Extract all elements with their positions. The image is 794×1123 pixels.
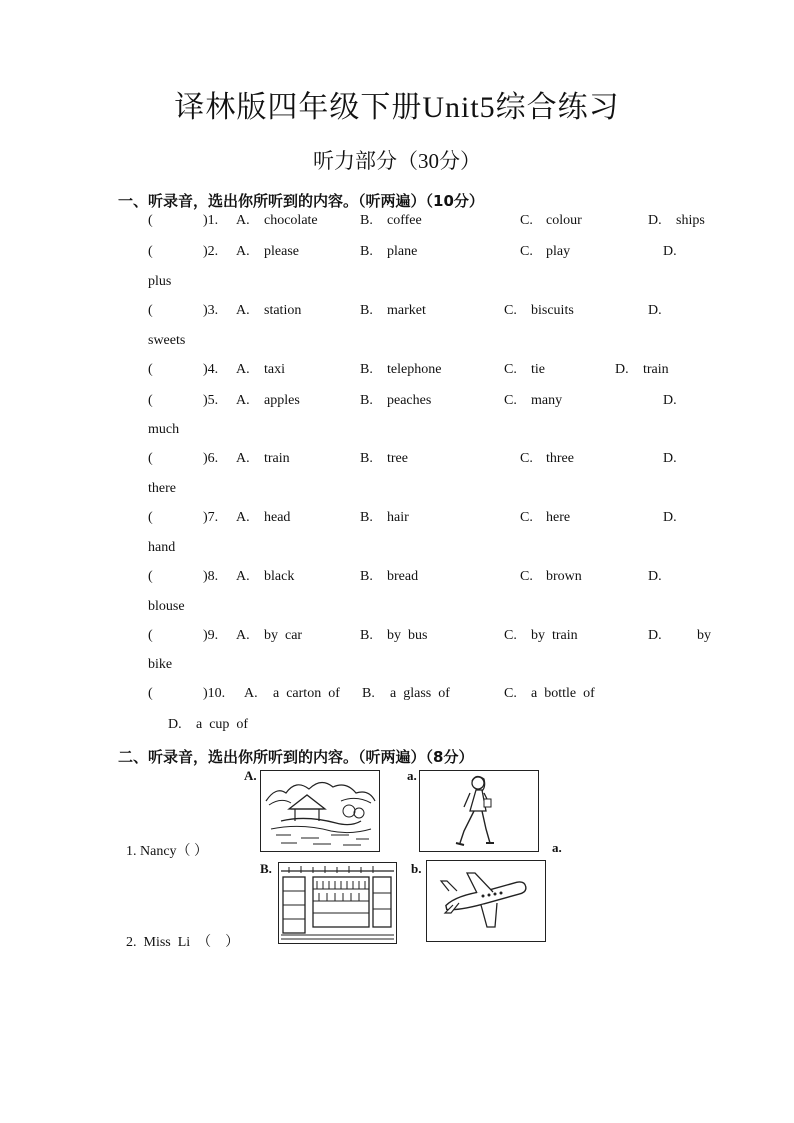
option-c-text: play: [546, 244, 571, 259]
option-c-letter: C.: [520, 451, 533, 466]
option-d-letter: D.: [168, 717, 182, 732]
option-a-text: a carton of: [273, 686, 340, 701]
option-b-letter: B.: [360, 628, 373, 643]
option-b-text: by bus: [387, 628, 428, 643]
option-b-letter: B.: [360, 451, 373, 466]
option-d-letter: D.: [648, 569, 662, 584]
option-a-text: station: [264, 303, 302, 318]
question-number: )10.: [203, 686, 226, 701]
option-a-text: chocolate: [264, 213, 318, 228]
picture-label-B: B.: [260, 861, 272, 876]
option-d-letter: D.: [648, 213, 662, 228]
page-title: 译林版四年级下册Unit5综合练习: [174, 91, 620, 124]
option-d-letter: D.: [663, 393, 677, 408]
option-a-letter: A.: [236, 393, 250, 408]
option-c-text: here: [546, 510, 571, 525]
option-d-text: hand: [148, 540, 176, 555]
option-b-letter: B.: [360, 510, 373, 525]
question-number: )8.: [203, 569, 219, 584]
option-c-text: brown: [546, 569, 582, 584]
question-number: )7.: [203, 510, 219, 525]
option-a-text: train: [264, 451, 290, 466]
option-a-letter: A.: [236, 628, 250, 643]
item-nancy: 1. Nancy（ ）: [126, 844, 209, 859]
option-c-text: by train: [531, 628, 578, 643]
picture-label-b: b.: [411, 861, 422, 876]
question-number: )1.: [203, 213, 219, 228]
walking-girl-icon: [420, 771, 538, 851]
picture-supermarket: [278, 862, 397, 944]
option-b-text: telephone: [387, 362, 442, 377]
option-a-text: taxi: [264, 362, 285, 377]
option-b-letter: B.: [360, 569, 373, 584]
question-number: )2.: [203, 244, 219, 259]
option-b-letter: B.: [360, 393, 373, 408]
option-d-letter: D.: [615, 362, 629, 377]
option-d-text: plus: [148, 274, 172, 289]
option-c-letter: C.: [504, 362, 517, 377]
option-a-letter: A.: [236, 303, 250, 318]
option-c-text: biscuits: [531, 303, 574, 318]
option-a-letter: A.: [244, 686, 258, 701]
option-c-text: three: [546, 451, 574, 466]
option-d-text: much: [148, 422, 180, 437]
question-number: )3.: [203, 303, 219, 318]
answer-paren: (: [148, 393, 153, 408]
question-number: )5.: [203, 393, 219, 408]
option-a-text: please: [264, 244, 299, 259]
option-b-text: bread: [387, 569, 419, 584]
answer-paren: (: [148, 510, 153, 525]
answer-paren: (: [148, 569, 153, 584]
section1-heading: 一、听录音，选出你所听到的内容。（听两遍）（10分）: [118, 192, 484, 210]
option-d-text: by: [697, 628, 711, 643]
option-a-letter: A.: [236, 244, 250, 259]
option-b-text: coffee: [387, 213, 422, 228]
answer-paren: (: [148, 213, 153, 228]
section2-heading: 二、听录音，选出你所听到的内容。（听两遍）（8分）: [118, 748, 474, 766]
option-b-text: tree: [387, 451, 408, 466]
park-scene-icon: [261, 771, 379, 851]
option-c-letter: C.: [520, 213, 533, 228]
question-number: )4.: [203, 362, 219, 377]
option-b-letter: B.: [360, 244, 373, 259]
option-d-letter: D.: [663, 451, 677, 466]
option-b-text: peaches: [387, 393, 432, 408]
option-c-letter: C.: [504, 686, 517, 701]
option-a-letter: A.: [236, 213, 250, 228]
option-d-text: train: [643, 362, 669, 377]
picture-airplane: [426, 860, 546, 942]
option-a-text: black: [264, 569, 295, 584]
option-d-text: ships: [676, 213, 705, 228]
option-d-letter: D.: [663, 244, 677, 259]
option-d-text: a cup of: [196, 717, 249, 732]
option-b-text: hair: [387, 510, 409, 525]
option-c-text: many: [531, 393, 563, 408]
picture-label-A: A.: [244, 768, 257, 783]
airplane-icon: [427, 861, 545, 941]
option-b-text: plane: [387, 244, 418, 259]
option-d-letter: D.: [648, 628, 662, 643]
option-a-letter: A.: [236, 510, 250, 525]
option-c-text: a bottle of: [531, 686, 595, 701]
answer-paren: (: [148, 303, 153, 318]
option-d-letter: D.: [648, 303, 662, 318]
picture-park: [260, 770, 380, 852]
item-miss-li: 2. Miss Li （ ）: [126, 935, 240, 950]
page-subtitle: 听力部分（30分）: [313, 149, 481, 173]
answer-paren: (: [148, 451, 153, 466]
option-d-text: there: [148, 481, 176, 496]
option-b-letter: B.: [360, 213, 373, 228]
option-c-letter: C.: [520, 510, 533, 525]
option-b-text: market: [387, 303, 426, 318]
option-a-letter: A.: [236, 362, 250, 377]
option-a-letter: A.: [236, 569, 250, 584]
answer-paren: (: [148, 686, 153, 701]
picture-girl: [419, 770, 539, 852]
question-number: )6.: [203, 451, 219, 466]
option-d-text-cont: bike: [148, 657, 173, 672]
option-c-letter: C.: [520, 244, 533, 259]
option-a-text: apples: [264, 393, 300, 408]
option-a-letter: A.: [236, 451, 250, 466]
option-b-letter: B.: [360, 362, 373, 377]
option-c-letter: C.: [504, 303, 517, 318]
supermarket-icon: [279, 863, 396, 943]
option-d-letter: D.: [663, 510, 677, 525]
answer-paren: (: [148, 362, 153, 377]
picture-label-a: a.: [407, 768, 417, 783]
question-number: )9.: [203, 628, 219, 643]
option-d-text: sweets: [148, 333, 186, 348]
option-c-text: colour: [546, 213, 582, 228]
option-a-text: head: [264, 510, 291, 525]
answer-paren: (: [148, 628, 153, 643]
option-b-text: a glass of: [390, 686, 450, 701]
picture-label-a-repeat: a.: [552, 840, 562, 855]
option-b-letter: B.: [362, 686, 375, 701]
option-c-letter: C.: [504, 628, 517, 643]
option-c-letter: C.: [504, 393, 517, 408]
option-c-text: tie: [531, 362, 545, 377]
option-b-letter: B.: [360, 303, 373, 318]
answer-paren: (: [148, 244, 153, 259]
option-a-text: by car: [264, 628, 303, 643]
option-d-text: blouse: [148, 599, 185, 614]
option-c-letter: C.: [520, 569, 533, 584]
